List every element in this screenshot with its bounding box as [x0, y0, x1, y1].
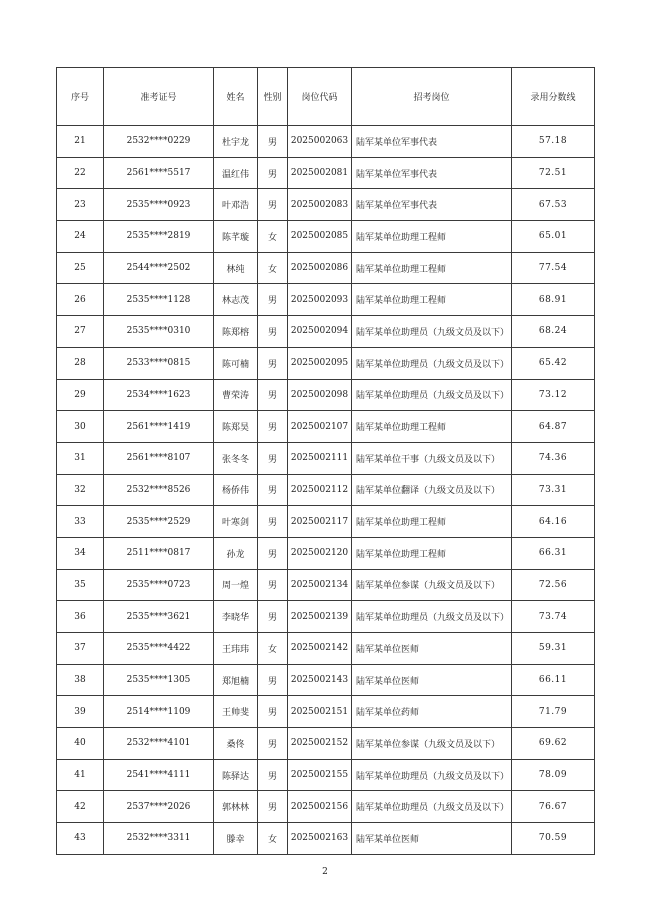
- cell-exam-id: 2535****2529: [104, 506, 214, 538]
- cell-gender: 女: [258, 252, 288, 284]
- header-cell: 岗位代码: [288, 68, 352, 126]
- cell-index: 28: [57, 347, 104, 379]
- cell-post-code: 2025002107: [288, 411, 352, 443]
- cell-name: 桑佟: [214, 728, 258, 760]
- cell-exam-id: 2535****1305: [104, 664, 214, 696]
- cell-score: 76.67: [512, 791, 595, 823]
- cell-gender: 男: [258, 759, 288, 791]
- cell-post: 陆军某单位助理工程师: [352, 221, 512, 253]
- cell-post-code: 2025002083: [288, 189, 352, 221]
- cell-name: 郑旭楠: [214, 664, 258, 696]
- cell-index: 34: [57, 537, 104, 569]
- cell-exam-id: 2544****2502: [104, 252, 214, 284]
- cell-gender: 男: [258, 696, 288, 728]
- cell-index: 37: [57, 633, 104, 665]
- cell-post: 陆军某单位助理员（九级文员及以下）: [352, 601, 512, 633]
- cell-gender: 男: [258, 347, 288, 379]
- cell-exam-id: 2535****0723: [104, 569, 214, 601]
- table-row: [57, 759, 595, 791]
- cell-index: 43: [57, 823, 104, 855]
- table-row: [57, 157, 595, 189]
- cell-name: 杜宇龙: [214, 126, 258, 158]
- cell-name: 林纯: [214, 252, 258, 284]
- cell-gender: 男: [258, 411, 288, 443]
- header-cell: 性别: [258, 68, 288, 126]
- cell-post: 陆军某单位翻译（九级文员及以下）: [352, 474, 512, 506]
- cell-gender: 男: [258, 284, 288, 316]
- table-row: [57, 316, 595, 348]
- cell-post-code: 2025002120: [288, 537, 352, 569]
- cell-index: 24: [57, 221, 104, 253]
- cell-exam-id: 2535****0310: [104, 316, 214, 348]
- cell-score: 73.12: [512, 379, 595, 411]
- cell-post: 陆军某单位军事代表: [352, 157, 512, 189]
- cell-name: 陈驿达: [214, 759, 258, 791]
- header-cell: 序号: [57, 68, 104, 126]
- cell-score: 70.59: [512, 823, 595, 855]
- cell-exam-id: 2537****2026: [104, 791, 214, 823]
- cell-post: 陆军某单位助理工程师: [352, 252, 512, 284]
- table-row: [57, 601, 595, 633]
- table-row: [57, 189, 595, 221]
- cell-name: 周一煌: [214, 569, 258, 601]
- cell-post-code: 2025002086: [288, 252, 352, 284]
- cell-gender: 男: [258, 442, 288, 474]
- cell-index: 29: [57, 379, 104, 411]
- cell-exam-id: 2532****3311: [104, 823, 214, 855]
- cell-score: 65.42: [512, 347, 595, 379]
- cell-score: 74.36: [512, 442, 595, 474]
- cell-post: 陆军某单位助理员（九级文员及以下）: [352, 759, 512, 791]
- cell-name: 王帅斐: [214, 696, 258, 728]
- cell-score: 73.31: [512, 474, 595, 506]
- cell-gender: 男: [258, 664, 288, 696]
- table-row: [57, 347, 595, 379]
- cell-index: 41: [57, 759, 104, 791]
- cell-name: 曹荣涛: [214, 379, 258, 411]
- cell-name: 张冬冬: [214, 442, 258, 474]
- cell-exam-id: 2532****4101: [104, 728, 214, 760]
- cell-post: 陆军某单位助理员（九级文员及以下）: [352, 347, 512, 379]
- cell-exam-id: 2561****8107: [104, 442, 214, 474]
- header-cell: 准考证号: [104, 68, 214, 126]
- cell-post: 陆军某单位医师: [352, 664, 512, 696]
- table-row: [57, 252, 595, 284]
- cell-exam-id: 2535****2819: [104, 221, 214, 253]
- table-row: [57, 411, 595, 443]
- cell-exam-id: 2533****0815: [104, 347, 214, 379]
- cell-exam-id: 2535****3621: [104, 601, 214, 633]
- results-table: [56, 67, 595, 855]
- cell-name: 李晓华: [214, 601, 258, 633]
- cell-post: 陆军某单位干事（九级文员及以下）: [352, 442, 512, 474]
- cell-index: 40: [57, 728, 104, 760]
- cell-name: 温红伟: [214, 157, 258, 189]
- cell-name: 杨侨伟: [214, 474, 258, 506]
- cell-score: 72.56: [512, 569, 595, 601]
- cell-gender: 男: [258, 474, 288, 506]
- cell-exam-id: 2541****4111: [104, 759, 214, 791]
- cell-gender: 男: [258, 537, 288, 569]
- cell-index: 36: [57, 601, 104, 633]
- cell-index: 35: [57, 569, 104, 601]
- cell-index: 30: [57, 411, 104, 443]
- cell-exam-id: 2535****4422: [104, 633, 214, 665]
- table-body: [57, 126, 595, 855]
- cell-post: 陆军某单位医师: [352, 823, 512, 855]
- cell-post: 陆军某单位参谋（九级文员及以下）: [352, 728, 512, 760]
- cell-post-code: 2025002143: [288, 664, 352, 696]
- cell-gender: 女: [258, 221, 288, 253]
- table-row: [57, 569, 595, 601]
- cell-post-code: 2025002111: [288, 442, 352, 474]
- cell-score: 72.51: [512, 157, 595, 189]
- table-row: [57, 126, 595, 158]
- cell-post: 陆军某单位助理员（九级文员及以下）: [352, 316, 512, 348]
- cell-gender: 男: [258, 316, 288, 348]
- cell-gender: 男: [258, 569, 288, 601]
- cell-post-code: 2025002085: [288, 221, 352, 253]
- cell-post-code: 2025002093: [288, 284, 352, 316]
- table-row: [57, 633, 595, 665]
- cell-post: 陆军某单位军事代表: [352, 126, 512, 158]
- cell-name: 叶邓浩: [214, 189, 258, 221]
- cell-gender: 男: [258, 189, 288, 221]
- cell-score: 64.16: [512, 506, 595, 538]
- cell-exam-id: 2511****0817: [104, 537, 214, 569]
- cell-index: 26: [57, 284, 104, 316]
- cell-score: 73.74: [512, 601, 595, 633]
- cell-post-code: 2025002095: [288, 347, 352, 379]
- cell-exam-id: 2534****1623: [104, 379, 214, 411]
- header-cell: 姓名: [214, 68, 258, 126]
- cell-post-code: 2025002063: [288, 126, 352, 158]
- cell-score: 68.24: [512, 316, 595, 348]
- cell-post: 陆军某单位参谋（九级文员及以下）: [352, 569, 512, 601]
- cell-post-code: 2025002142: [288, 633, 352, 665]
- cell-post-code: 2025002094: [288, 316, 352, 348]
- cell-index: 31: [57, 442, 104, 474]
- cell-post: 陆军某单位军事代表: [352, 189, 512, 221]
- header-cell: 录用分数线: [512, 68, 595, 126]
- cell-gender: 男: [258, 791, 288, 823]
- cell-post: 陆军某单位药师: [352, 696, 512, 728]
- cell-score: 71.79: [512, 696, 595, 728]
- table-row: [57, 442, 595, 474]
- cell-score: 68.91: [512, 284, 595, 316]
- cell-post-code: 2025002155: [288, 759, 352, 791]
- cell-post-code: 2025002156: [288, 791, 352, 823]
- cell-post-code: 2025002112: [288, 474, 352, 506]
- cell-index: 22: [57, 157, 104, 189]
- cell-exam-id: 2561****5517: [104, 157, 214, 189]
- cell-score: 65.01: [512, 221, 595, 253]
- cell-post: 陆军某单位助理员（九级文员及以下）: [352, 379, 512, 411]
- cell-score: 66.11: [512, 664, 595, 696]
- cell-name: 滕幸: [214, 823, 258, 855]
- cell-name: 林志茂: [214, 284, 258, 316]
- cell-score: 78.09: [512, 759, 595, 791]
- cell-post: 陆军某单位助理工程师: [352, 537, 512, 569]
- table-row: [57, 284, 595, 316]
- cell-index: 27: [57, 316, 104, 348]
- table-row: [57, 221, 595, 253]
- table-row: [57, 696, 595, 728]
- cell-index: 32: [57, 474, 104, 506]
- cell-post: 陆军某单位助理工程师: [352, 284, 512, 316]
- cell-post-code: 2025002151: [288, 696, 352, 728]
- cell-score: 66.31: [512, 537, 595, 569]
- cell-exam-id: 2532****8526: [104, 474, 214, 506]
- cell-exam-id: 2561****1419: [104, 411, 214, 443]
- cell-post-code: 2025002134: [288, 569, 352, 601]
- cell-gender: 女: [258, 823, 288, 855]
- cell-exam-id: 2514****1109: [104, 696, 214, 728]
- table-header-row: [57, 68, 595, 126]
- cell-score: 57.18: [512, 126, 595, 158]
- table-row: [57, 728, 595, 760]
- header-cell: 招考岗位: [352, 68, 512, 126]
- table-row: [57, 791, 595, 823]
- cell-name: 陈可楠: [214, 347, 258, 379]
- table-row: [57, 379, 595, 411]
- cell-score: 67.53: [512, 189, 595, 221]
- cell-gender: 男: [258, 379, 288, 411]
- cell-post-code: 2025002152: [288, 728, 352, 760]
- cell-gender: 男: [258, 601, 288, 633]
- table-row: [57, 823, 595, 855]
- table-row: [57, 537, 595, 569]
- cell-index: 21: [57, 126, 104, 158]
- cell-name: 郭林林: [214, 791, 258, 823]
- cell-exam-id: 2535****0923: [104, 189, 214, 221]
- table-row: [57, 664, 595, 696]
- cell-name: 陈芊璇: [214, 221, 258, 253]
- page-number: 2: [322, 867, 328, 877]
- cell-gender: 男: [258, 157, 288, 189]
- cell-name: 王玮玮: [214, 633, 258, 665]
- table-row: [57, 474, 595, 506]
- cell-score: 59.31: [512, 633, 595, 665]
- cell-gender: 男: [258, 126, 288, 158]
- cell-name: 陈郑昊: [214, 411, 258, 443]
- cell-score: 64.87: [512, 411, 595, 443]
- cell-index: 39: [57, 696, 104, 728]
- cell-name: 陈郑榕: [214, 316, 258, 348]
- table-row: [57, 506, 595, 538]
- cell-post: 陆军某单位助理员（九级文员及以下）: [352, 791, 512, 823]
- cell-exam-id: 2535****1128: [104, 284, 214, 316]
- cell-gender: 男: [258, 728, 288, 760]
- cell-post-code: 2025002139: [288, 601, 352, 633]
- cell-post: 陆军某单位医师: [352, 633, 512, 665]
- cell-gender: 女: [258, 633, 288, 665]
- cell-index: 33: [57, 506, 104, 538]
- cell-exam-id: 2532****0229: [104, 126, 214, 158]
- cell-post-code: 2025002098: [288, 379, 352, 411]
- cell-score: 77.54: [512, 252, 595, 284]
- cell-index: 38: [57, 664, 104, 696]
- cell-index: 23: [57, 189, 104, 221]
- cell-post-code: 2025002081: [288, 157, 352, 189]
- cell-post-code: 2025002117: [288, 506, 352, 538]
- cell-name: 叶寒剑: [214, 506, 258, 538]
- cell-post: 陆军某单位助理工程师: [352, 506, 512, 538]
- cell-post-code: 2025002163: [288, 823, 352, 855]
- cell-score: 69.62: [512, 728, 595, 760]
- cell-index: 42: [57, 791, 104, 823]
- cell-post: 陆军某单位助理工程师: [352, 411, 512, 443]
- cell-gender: 男: [258, 506, 288, 538]
- cell-name: 孙龙: [214, 537, 258, 569]
- cell-index: 25: [57, 252, 104, 284]
